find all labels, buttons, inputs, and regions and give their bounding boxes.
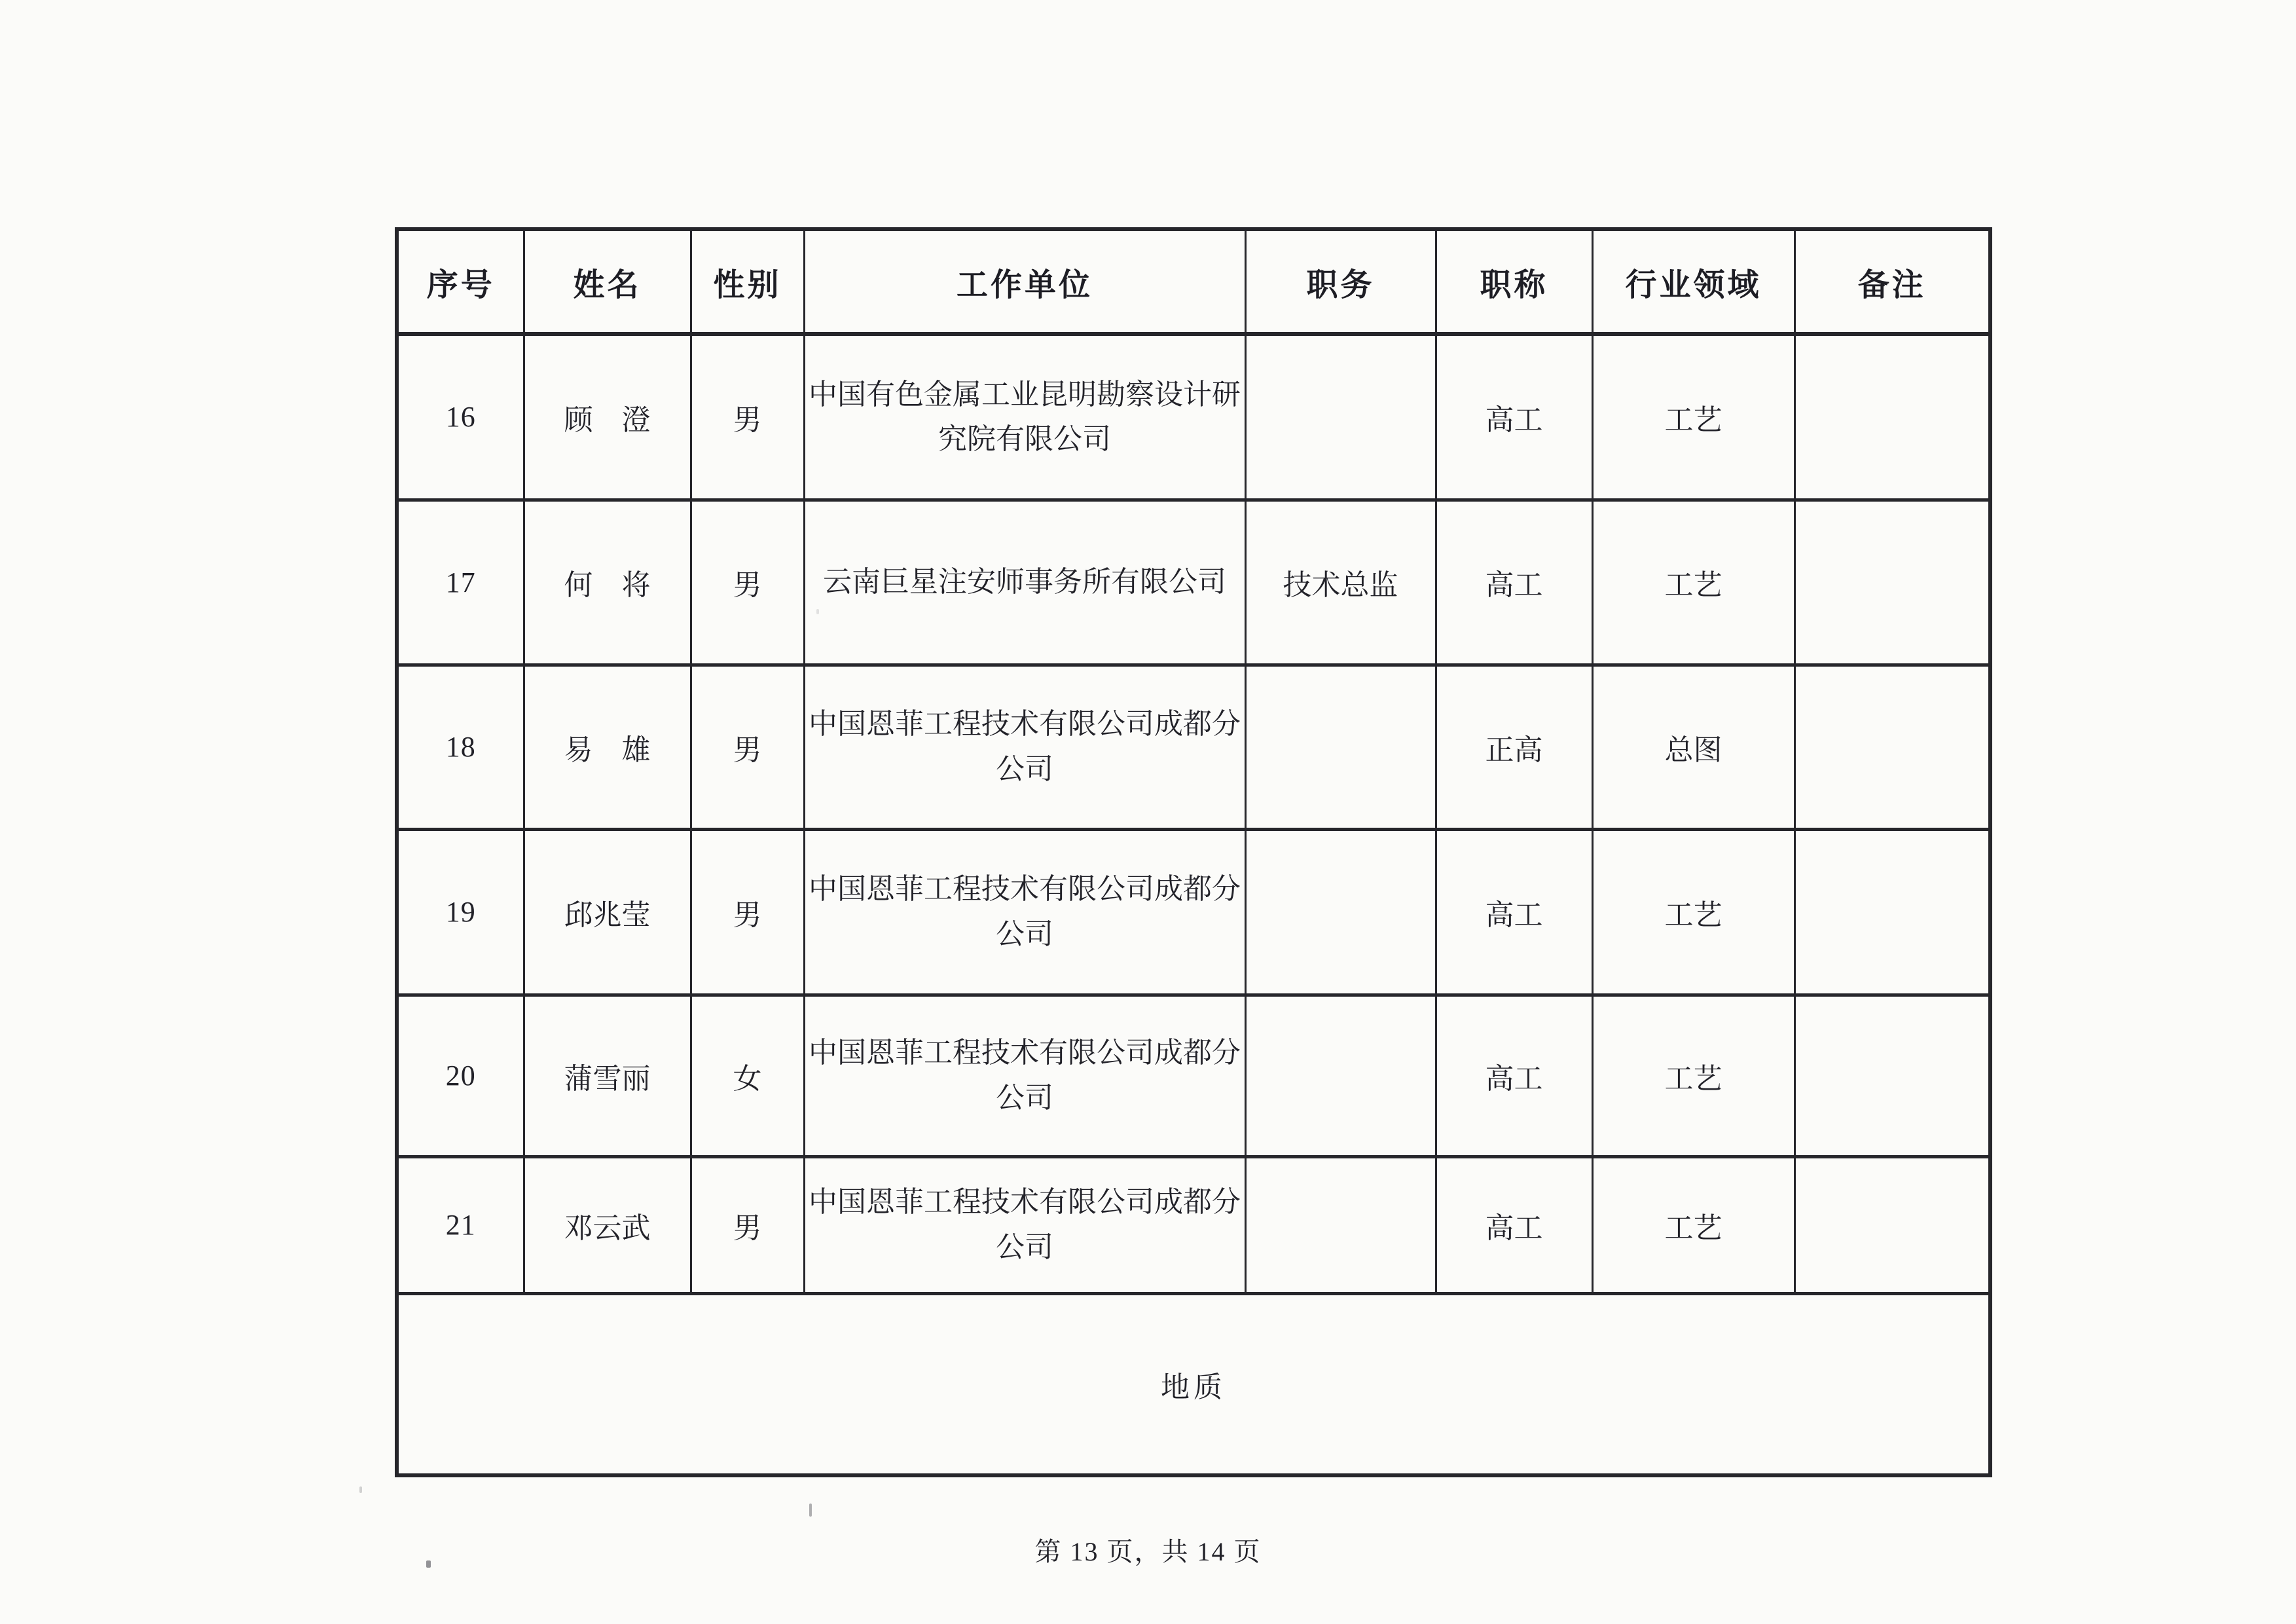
scan-speck	[809, 1504, 812, 1517]
cell-industry-field: 工艺	[1592, 500, 1795, 665]
cell-position	[1245, 665, 1436, 829]
cell-title: 高工	[1436, 829, 1592, 995]
column-header-title: 职称	[1436, 229, 1592, 334]
cell-remarks	[1795, 829, 1990, 995]
cell-serial: 21	[397, 1156, 524, 1293]
table-row	[397, 995, 1990, 1156]
cell-gender: 男	[691, 1156, 804, 1293]
cell-industry-field: 总图	[1592, 665, 1795, 829]
cell-name: 蒲雪丽	[524, 995, 691, 1156]
table-row	[397, 1156, 1990, 1293]
column-header-industry-field: 行业领域	[1592, 229, 1795, 334]
cell-work-unit: 中国恩菲工程技术有限公司成都分公司	[804, 665, 1245, 829]
cell-work-unit: 中国恩菲工程技术有限公司成都分公司	[804, 829, 1245, 995]
cell-gender: 男	[691, 500, 804, 665]
cell-gender: 男	[691, 334, 804, 500]
cell-serial: 19	[397, 829, 524, 995]
cell-name: 邓云武	[524, 1156, 691, 1293]
column-header-name: 姓名	[524, 229, 691, 334]
cell-name: 何 将	[524, 500, 691, 665]
cell-serial: 17	[397, 500, 524, 665]
column-header-remarks: 备注	[1795, 229, 1990, 334]
cell-remarks	[1795, 665, 1990, 829]
page-number-footer: 第 13 页，共 14 页	[1034, 1537, 1262, 1566]
section-label-geology: 地质	[397, 1293, 1990, 1475]
table-header-row	[397, 229, 1990, 334]
cell-remarks	[1795, 1156, 1990, 1293]
column-header-position: 职务	[1245, 229, 1436, 334]
cell-gender: 男	[691, 829, 804, 995]
column-header-work-unit: 工作单位	[804, 229, 1245, 334]
table-row	[397, 665, 1990, 829]
column-header-serial: 序号	[397, 229, 524, 334]
cell-name: 易 雄	[524, 665, 691, 829]
cell-remarks	[1795, 334, 1990, 500]
cell-title: 高工	[1436, 334, 1592, 500]
table-row	[397, 500, 1990, 665]
scan-speck	[426, 1560, 431, 1568]
cell-industry-field: 工艺	[1592, 1156, 1795, 1293]
cell-position	[1245, 995, 1436, 1156]
cell-industry-field: 工艺	[1592, 829, 1795, 995]
cell-position: 技术总监	[1245, 500, 1436, 665]
cell-name: 邱兆莹	[524, 829, 691, 995]
cell-name: 顾 澄	[524, 334, 691, 500]
cell-position	[1245, 334, 1436, 500]
personnel-roster-table	[395, 227, 1992, 1477]
cell-title: 高工	[1436, 1156, 1592, 1293]
scan-speck	[816, 609, 819, 614]
cell-work-unit: 中国恩菲工程技术有限公司成都分公司	[804, 995, 1245, 1156]
cell-industry-field: 工艺	[1592, 334, 1795, 500]
cell-remarks	[1795, 500, 1990, 665]
table-row	[397, 829, 1990, 995]
cell-position	[1245, 829, 1436, 995]
section-row-geology	[397, 1293, 1990, 1475]
cell-title: 正高	[1436, 665, 1592, 829]
cell-position	[1245, 1156, 1436, 1293]
table-row	[397, 334, 1990, 500]
cell-remarks	[1795, 995, 1990, 1156]
cell-work-unit: 云南巨星注安师事务所有限公司	[804, 500, 1245, 665]
column-header-gender: 性别	[691, 229, 804, 334]
cell-serial: 16	[397, 334, 524, 500]
cell-serial: 20	[397, 995, 524, 1156]
cell-serial: 18	[397, 665, 524, 829]
cell-gender: 女	[691, 995, 804, 1156]
cell-title: 高工	[1436, 995, 1592, 1156]
cell-gender: 男	[691, 665, 804, 829]
cell-work-unit: 中国有色金属工业昆明勘察设计研究院有限公司	[804, 334, 1245, 500]
cell-title: 高工	[1436, 500, 1592, 665]
cell-work-unit: 中国恩菲工程技术有限公司成都分公司	[804, 1156, 1245, 1293]
cell-industry-field: 工艺	[1592, 995, 1795, 1156]
scan-speck	[359, 1486, 362, 1493]
